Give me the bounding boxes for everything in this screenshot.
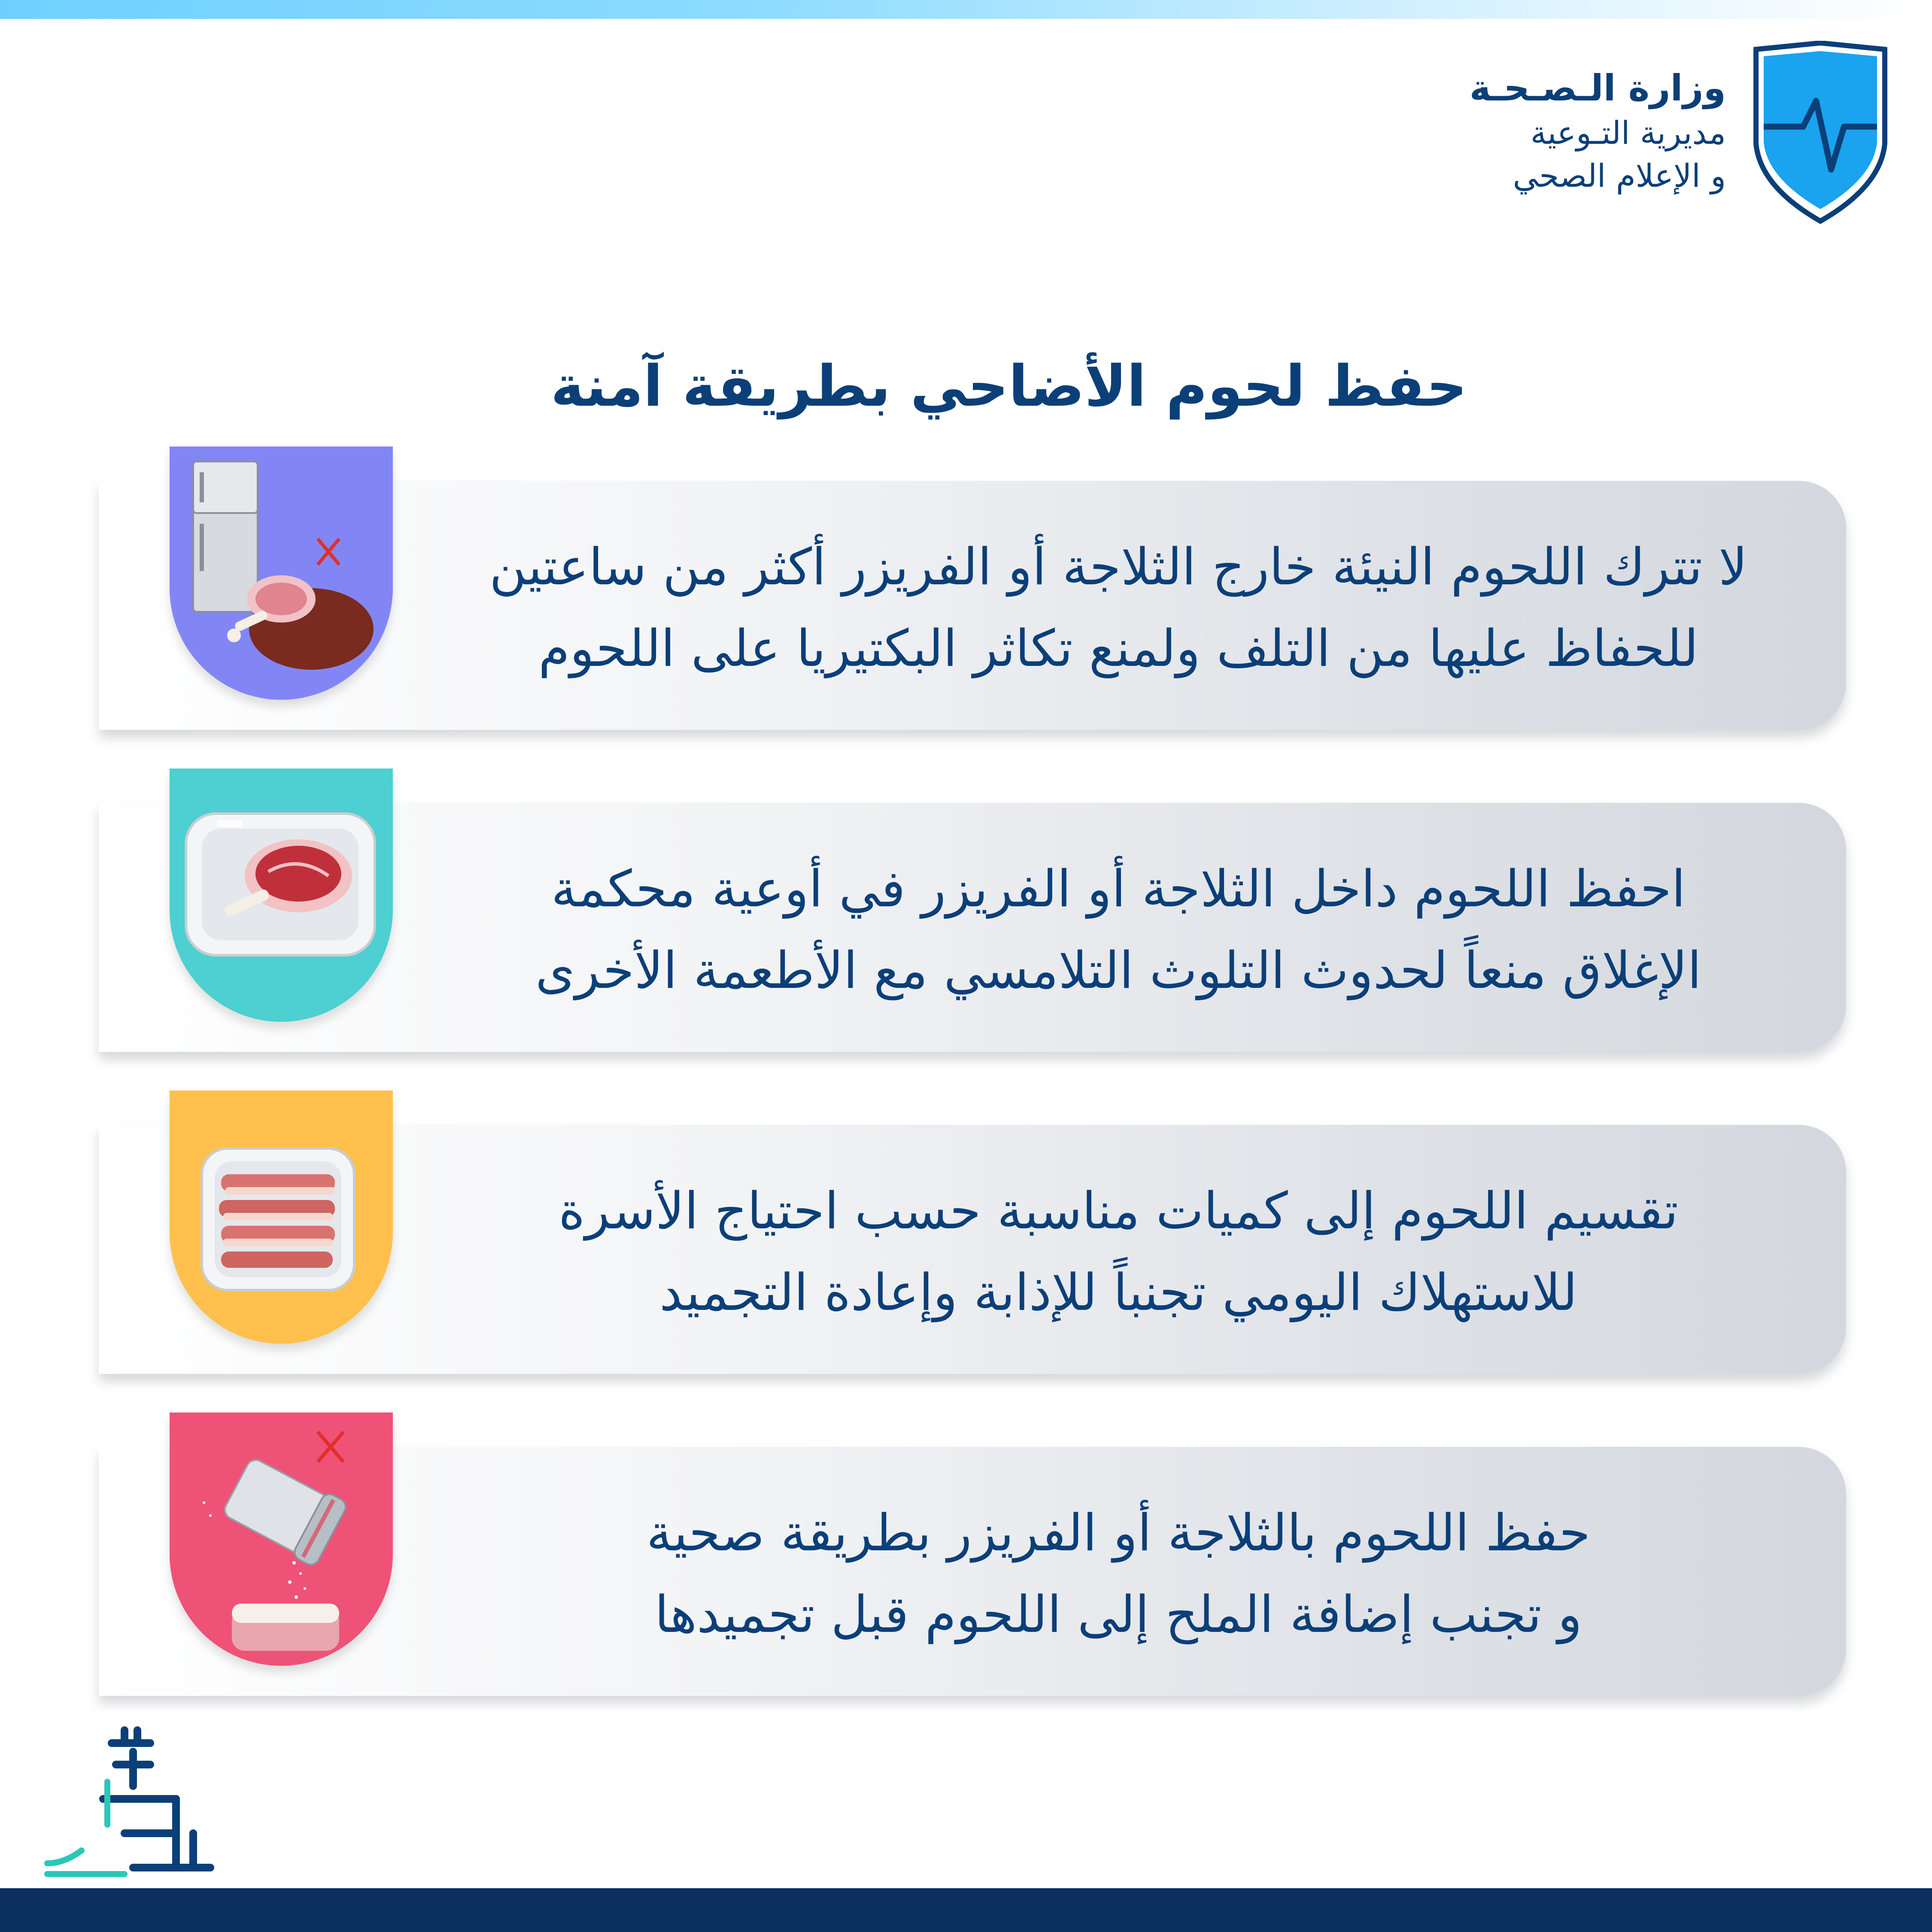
tip-line-1: لا تترك اللحوم النيئة خارج الثلاجة أو الفريزر أكثر من ساعتين — [489, 537, 1748, 596]
ministry-shield-logo — [1752, 41, 1889, 225]
top-accent-bar — [0, 0, 1932, 19]
tip-text — [412, 1131, 1825, 1372]
tip-card-1 — [0, 447, 1932, 747]
eid-adha-mubarak-logo — [39, 1722, 228, 1885]
ministry-name: وزارة الـصـحـة — [1469, 67, 1726, 109]
tip-badge — [170, 769, 393, 1022]
tip-line-1: حفظ اللحوم بالثلاجة أو الفريزر بطريقة صحية — [646, 1503, 1591, 1562]
meat-portions-tray-icon — [170, 1091, 393, 1344]
tip-line-2: للحفاظ عليها من التلف ولمنع تكاثر البكتيريا على اللحوم — [538, 619, 1698, 678]
tip-line-1: تقسيم اللحوم إلى كميات مناسبة حسب احتياج الأسرة — [558, 1181, 1679, 1240]
tip-text — [412, 1453, 1825, 1694]
department-line-1: مديرية التـوعية — [1530, 115, 1726, 152]
tip-line-2: للاستهلاك اليومي تجنباً للإذابة وإعادة التجميد — [659, 1263, 1578, 1322]
tip-card-2 — [0, 769, 1932, 1069]
tip-badge — [170, 1413, 393, 1666]
tip-text — [412, 487, 1825, 728]
tip-text — [412, 809, 1825, 1050]
salt-shaker-meat-icon — [170, 1413, 393, 1666]
tip-card-4 — [0, 1413, 1932, 1713]
tip-line-2: و تجنب إضافة الملح إلى اللحوم قبل تجميدها — [654, 1585, 1583, 1644]
bottom-bar — [0, 1888, 1932, 1932]
page-title: حفظ لحوم الأضاحي بطريقة آمنة — [550, 353, 1467, 419]
tip-line-2: الإغلاق منعاً لحدوث التلوث التلامسي مع الأطعمة الأخرى — [535, 941, 1702, 1000]
tip-line-1: احفظ اللحوم داخل الثلاجة أو الفريزر في أوعية محكمة — [551, 859, 1686, 918]
department-line-2: و الإعلام الصحي — [1513, 158, 1726, 194]
tip-badge — [170, 1091, 393, 1344]
fridge-meat-icon — [170, 447, 393, 700]
ministry-name-block — [1425, 64, 1726, 197]
tip-badge — [170, 447, 393, 700]
sealed-meat-tray-icon — [170, 769, 393, 1022]
tip-card-3 — [0, 1091, 1932, 1391]
